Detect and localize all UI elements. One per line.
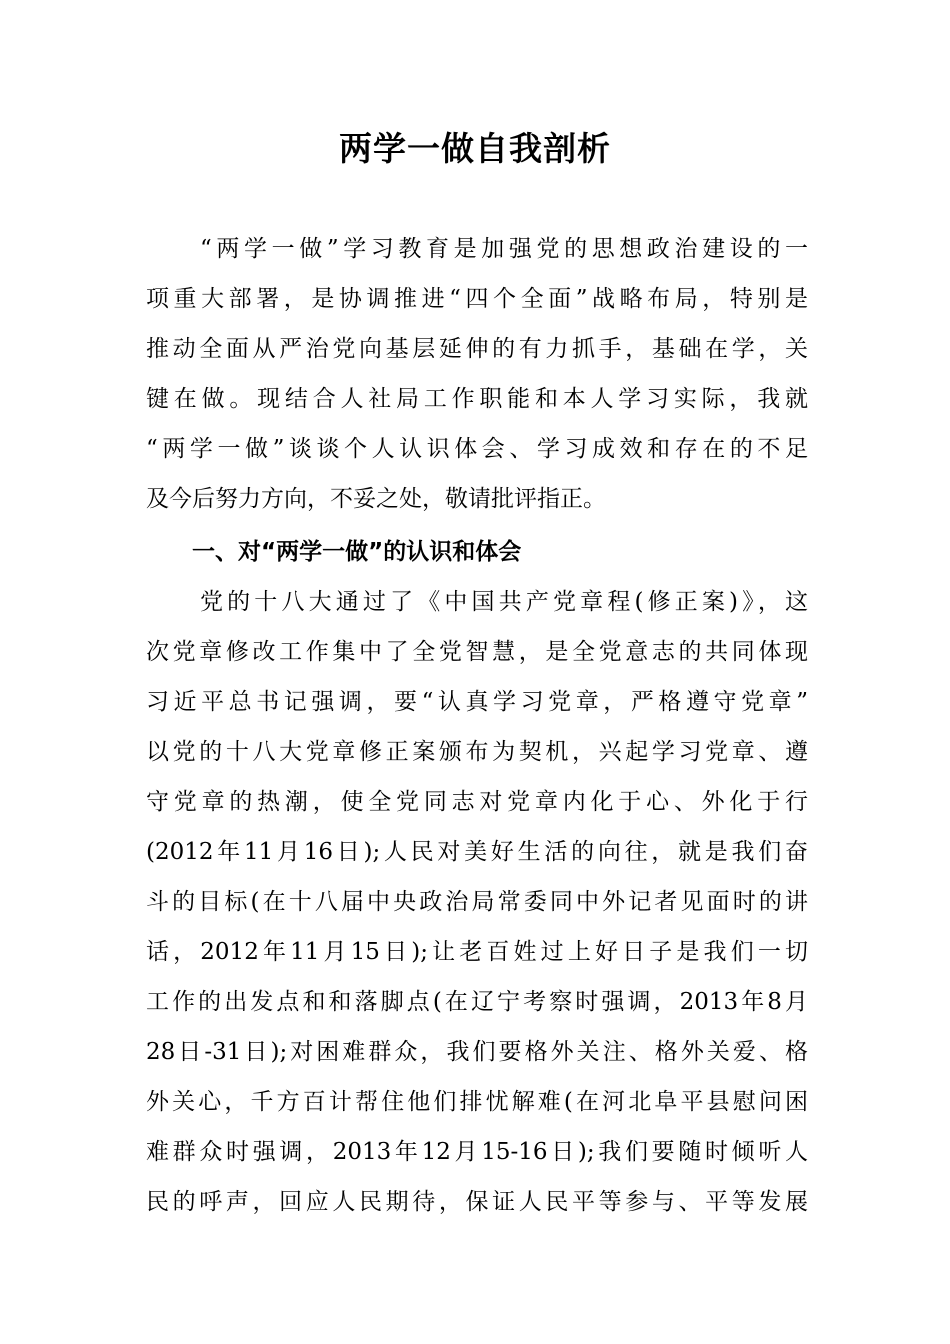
- section-heading: 一、对“两学一做”的认识和体会: [192, 539, 522, 565]
- intro-line: 键在做。现结合人社局工作职能和本人学习实际，我就: [146, 386, 808, 412]
- section1-line: 以党的十八大党章修正案颁布为契机，兴起学习党章、遵: [146, 739, 808, 765]
- intro-paragraph: [146, 224, 808, 524]
- section1-paragraph: [146, 577, 808, 1227]
- section1-line: 党的十八大通过了《中国共产党章程(修正案)》，这: [200, 589, 808, 615]
- section1-line: 习近平总书记强调，要“认真学习党章，严格遵守党章”: [146, 689, 808, 715]
- section1-line: (2012年11月16日);人民对美好生活的向往，就是我们奋: [146, 839, 808, 865]
- intro-line: 及今后努力方向，不妥之处，敬请批评指正。: [146, 486, 606, 512]
- section1-line: 工作的出发点和和落脚点(在辽宁考察时强调，2013年8月: [146, 989, 808, 1015]
- intro-line: “两学一做”谈谈个人认识体会、学习成效和存在的不足: [146, 436, 808, 462]
- intro-line: 推动全面从严治党向基层延伸的有力抓手，基础在学，关: [146, 336, 808, 362]
- section1-line: 难群众时强调，2013年12月15-16日);我们要随时倾听人: [146, 1139, 808, 1165]
- intro-line: “两学一做”学习教育是加强党的思想政治建设的一: [200, 236, 808, 262]
- section1-line: 外关心，千方百计帮住他们排忧解难(在河北阜平县慰问困: [146, 1089, 808, 1115]
- document-title: 两学一做自我剖析: [339, 129, 611, 168]
- section1-line: 次党章修改工作集中了全党智慧，是全党意志的共同体现: [146, 639, 808, 665]
- intro-line: 项重大部署，是协调推进“四个全面”战略布局，特别是: [146, 286, 808, 312]
- section1-line: 斗的目标(在十八届中央政治局常委同中外记者见面时的讲: [146, 889, 808, 915]
- section1-line: 民的呼声，回应人民期待，保证人民平等参与、平等发展: [146, 1189, 808, 1215]
- section1-line: 话，2012年11月15日);让老百姓过上好日子是我们一切: [146, 939, 808, 965]
- section1-line: 28日-31日);对困难群众，我们要格外关注、格外关爱、格: [146, 1039, 808, 1065]
- section1-line: 守党章的热潮，使全党同志对党章内化于心、外化于行: [146, 789, 808, 815]
